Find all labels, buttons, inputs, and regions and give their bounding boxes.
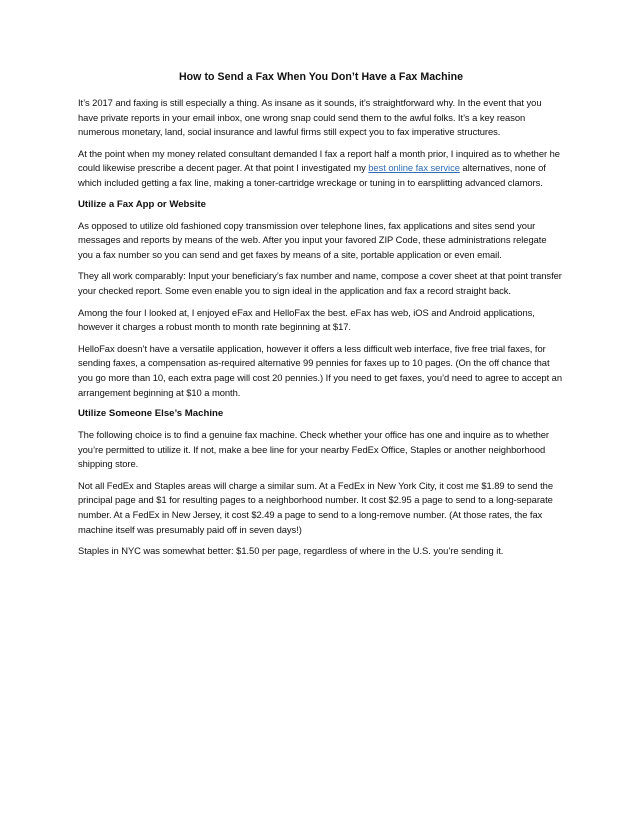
- section-heading-fax-app: Utilize a Fax App or Website: [78, 198, 206, 210]
- document-page: [78, 70, 564, 566]
- paragraph-staples-nyc: Staples in NYC was somewhat better: $1.50 per page, regardless of where in the U.S. you’re sending it.: [78, 545, 504, 557]
- document-title: How to Send a Fax When You Don’t Have a Fax Machine: [178, 71, 464, 83]
- section-heading-someone-elses-machine: Utilize Someone Else’s Machine: [78, 408, 224, 420]
- paragraph-consultant-text-end: alternatives, none of which included getting a fax line, making a toner-cartridge wreckage or tuning in to earsplitting advanced clamors.: [78, 162, 546, 188]
- paragraph-consultant: [78, 147, 564, 191]
- paragraph-fax-apps: As opposed to utilize old fashioned copy transmission over telephone lines, fax applications and sites send your messages and reports by means of the web. After you input your favored ZIP Code, these administrations relegate you a fax number so you can send and get faxes by means of a site, portable application or even email.: [78, 219, 547, 260]
- paragraph-fedex-staples-pricing: Not all FedEx and Staples areas will charge a similar sum. At a FedEx in New York City, it cost me $1.89 to send the principal page and $1 for resulting pages to a neighborhood number. It cost $2.95 a page to send to a long-separate number. At a FedEx in New Jersey, it cost $2.49 a page to send to a long-remove number. (At those rates, the fax machine itself was presumably paid off in seven days!): [78, 479, 553, 535]
- paragraph-hellofax-details: HelloFax doesn’t have a versatile application, however it offers a less difficult web interface, five free trial faxes, for sending faxes, a compensation as-required alternative 99 pennies for faxes up to 10 pages. (On the off chance that you go more than 10, each extra page will cost 20 pennies.) If you need to get faxes, you’d need to agree to accept an arrangement beginning at $10 a month.: [78, 342, 563, 398]
- paragraph-genuine-fax-machine: The following choice is to find a genuine fax machine. Check whether your office has one and inquire as to whether you’re permitted to utilize it. If not, make a bee line for your nearby FedEx Office, Staples or another neighborhood shipping store.: [78, 429, 549, 470]
- paragraph-consultant-text-start: At the point when my money related consultant demanded I fax a report half a month prior, I inquired as to whether he could likewise prescribe a decent pager. At that point I investigated my: [78, 147, 560, 174]
- paragraph-intro: It’s 2017 and faxing is still especially a thing. As insane as it sounds, it’s straightforward why. In the event that you have private reports in your email inbox, one wrong snap could send them to the awful folks. It’s a key reason numerous monetary, land, social insurance and lawful firms still expect you to fax imperative structures.: [78, 97, 542, 138]
- paragraph-efax-hellofax: Among the four I looked at, I enjoyed eFax and HelloFax the best. eFax has web, iOS and Android applications, however it charges a robust month to month rate beginning at $17.: [78, 306, 535, 333]
- paragraph-how-they-work: They all work comparably: Input your beneficiary’s fax number and name, compose a cover sheet at that point transfer your checked report. Some even enable you to sign ideal in the application and fax a record straight back.: [78, 270, 562, 296]
- best-online-fax-service-link[interactable]: best online fax service: [368, 162, 460, 174]
